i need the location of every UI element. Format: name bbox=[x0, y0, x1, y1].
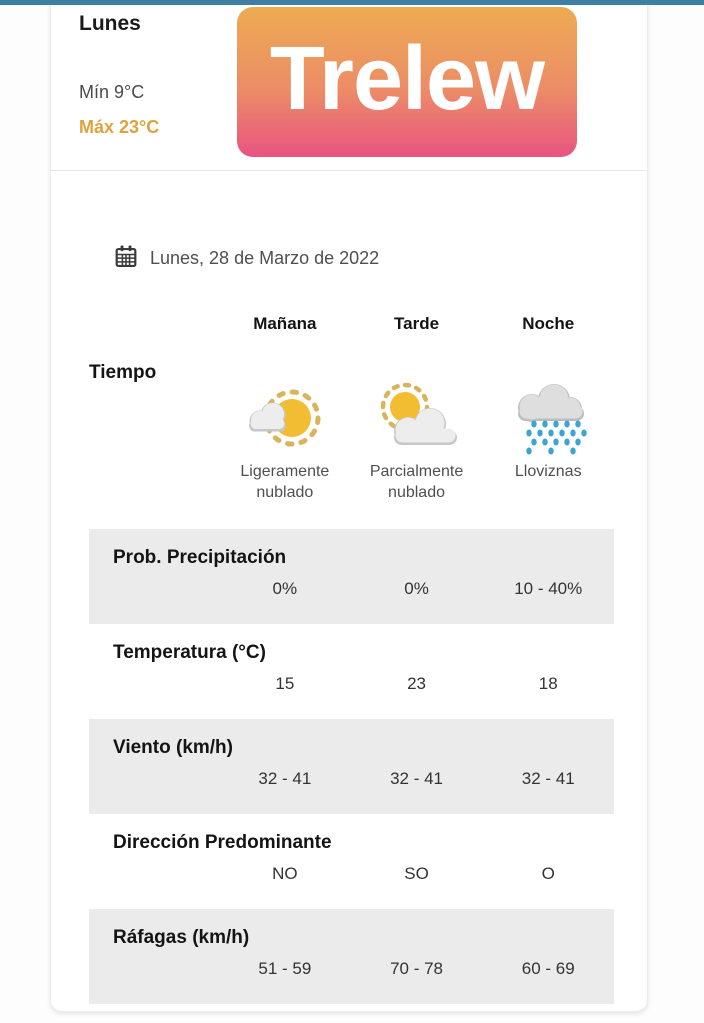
row-value: 23 bbox=[407, 674, 426, 693]
row-value: 32 - 41 bbox=[390, 769, 443, 788]
row-value: SO bbox=[404, 864, 429, 883]
row-value: 0% bbox=[272, 579, 298, 598]
row-value: O bbox=[541, 864, 555, 883]
table-row-precipitation bbox=[89, 529, 614, 624]
row-label: Dirección Predominante bbox=[113, 832, 332, 853]
table-row-gusts bbox=[89, 909, 614, 1004]
condition-afternoon bbox=[351, 348, 483, 503]
card-header bbox=[51, 1, 647, 171]
forecast-body bbox=[51, 243, 647, 1004]
row-value: 0% bbox=[404, 579, 429, 598]
row-value: 70 - 78 bbox=[390, 959, 443, 978]
row-value: 32 - 41 bbox=[521, 769, 575, 788]
row-value: 15 bbox=[275, 674, 295, 693]
sun-behind-cloud-icon bbox=[371, 382, 463, 456]
table-row-wind bbox=[89, 719, 614, 814]
calendar-icon bbox=[113, 243, 139, 274]
day-name: Lunes bbox=[79, 12, 141, 35]
condition-label: Lloviznas bbox=[514, 463, 582, 480]
max-temperature: Máx 23°C bbox=[79, 117, 160, 137]
table-row-temperature bbox=[89, 624, 614, 719]
column-headers bbox=[89, 314, 614, 334]
condition-morning bbox=[219, 348, 351, 503]
row-value: 60 - 69 bbox=[521, 959, 575, 978]
table-row-direction bbox=[89, 814, 614, 909]
tiempo-label: Tiempo bbox=[89, 362, 157, 383]
row-label: Temperatura (°C) bbox=[113, 642, 266, 663]
date-row bbox=[113, 243, 647, 274]
row-label: Ráfagas (km/h) bbox=[113, 927, 250, 948]
top-accent-bar bbox=[0, 0, 704, 5]
column-header-morning: Mañana bbox=[253, 314, 317, 333]
city-name: Trelew bbox=[269, 29, 545, 129]
row-value: 51 - 59 bbox=[258, 959, 312, 978]
min-temperature: Mín 9°C bbox=[79, 82, 145, 102]
condition-label: Ligeramente nublado bbox=[240, 463, 330, 501]
drizzle-cloud-icon bbox=[502, 382, 594, 456]
column-header-night: Noche bbox=[522, 314, 575, 333]
column-header-afternoon: Tarde bbox=[394, 314, 440, 333]
date-text: Lunes, 28 de Marzo de 2022 bbox=[150, 248, 380, 268]
row-value: 18 bbox=[538, 674, 558, 693]
condition-label: Parcialmente nublado bbox=[369, 463, 464, 501]
forecast-table bbox=[89, 529, 614, 1004]
condition-night bbox=[482, 348, 614, 503]
row-label: Prob. Precipitación bbox=[113, 547, 287, 568]
weather-card bbox=[50, 0, 648, 1012]
row-value: NO bbox=[272, 864, 298, 883]
city-banner bbox=[237, 7, 577, 157]
row-value: 32 - 41 bbox=[258, 769, 312, 788]
row-label: Viento (km/h) bbox=[113, 737, 233, 758]
row-value: 10 - 40% bbox=[514, 579, 583, 598]
conditions-row bbox=[89, 348, 614, 503]
sun-with-small-cloud-icon bbox=[239, 382, 331, 456]
